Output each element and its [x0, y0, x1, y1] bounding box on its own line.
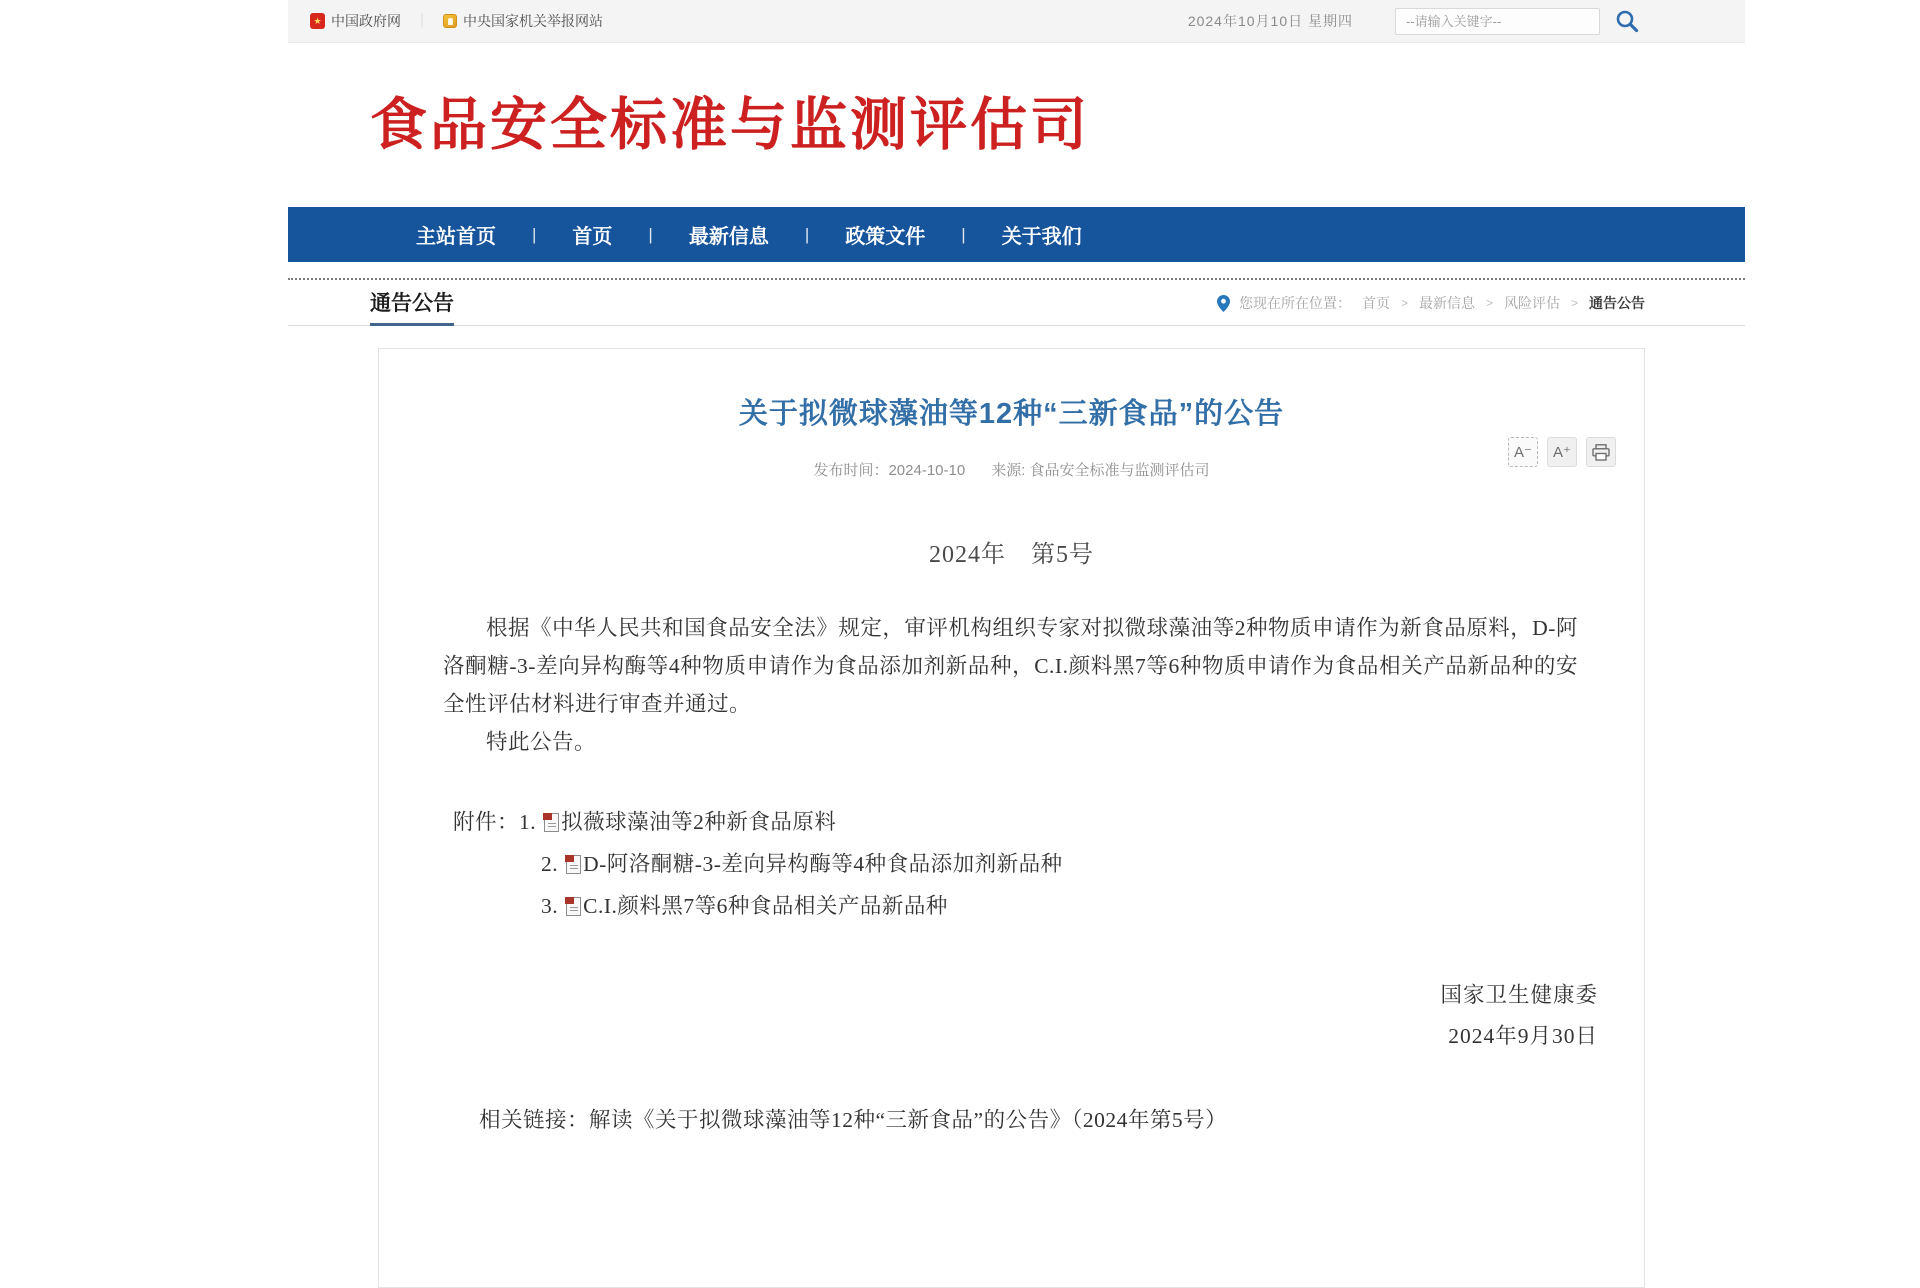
source-value: 食品安全标准与监测评估司	[1029, 462, 1210, 479]
current-date: 2024年10月10日 星期四	[1187, 13, 1353, 29]
signature-date: 2024年9月30日	[1448, 1024, 1598, 1048]
font-smaller-button[interactable]: A⁻	[1508, 437, 1538, 467]
attachment-number: 1.	[519, 810, 537, 834]
attachment-number: 3.	[541, 894, 559, 918]
breadcrumb-separator: >	[1400, 296, 1408, 310]
gov-site-link-label: 中国政府网	[331, 13, 401, 29]
attachment-number: 2.	[541, 852, 559, 876]
article-body	[443, 609, 1578, 761]
breadcrumb-separator: >	[1570, 296, 1578, 310]
attachment-title: 拟薇球藻油等2种新食品原料	[561, 810, 837, 834]
national-emblem-icon	[310, 13, 325, 29]
document-file-icon	[566, 897, 581, 916]
source-label: 来源:	[991, 462, 1026, 479]
publish-time-label: 发布时间：	[813, 462, 889, 479]
article-meta	[379, 459, 1644, 480]
site-container	[288, 0, 1745, 1288]
location-label: 您现在所在位置：	[1238, 295, 1351, 311]
breadcrumb-item-risk-assessment[interactable]: 风险评估	[1503, 295, 1560, 311]
search-button[interactable]	[1614, 8, 1640, 34]
related-links-label: 相关链接：	[479, 1108, 590, 1132]
attachments	[453, 801, 1578, 927]
nav-item-about-us[interactable]: 关于我们	[1001, 226, 1082, 248]
nav-item-latest-info[interactable]: 最新信息	[688, 226, 769, 248]
site-title: 食品安全标准与监测评估司	[370, 92, 1090, 157]
article-paragraph: 根据《中华人民共和国食品安全法》规定，审评机构组织专家对拟微球藻油等2种物质申请作为新食品原料，D-阿洛酮糖-3-差向异构酶等4种物质申请作为食品添加剂新品种，C.I.颜料黑7等6种物质申请作为食品相关产品新品种的安全性评估材料进行审查并通过。	[443, 616, 1578, 716]
article-paragraph: 特此公告。	[486, 730, 597, 754]
signature-block	[379, 975, 1598, 1057]
top-utility-bar	[288, 0, 1745, 43]
signature-org: 国家卫生健康委	[1440, 983, 1598, 1007]
article-panel	[378, 348, 1645, 1288]
nav-separator: |	[648, 224, 653, 244]
report-site-link-label: 中央国家机关举报网站	[463, 13, 603, 29]
search-area	[1395, 8, 1640, 35]
nav-item-main-home[interactable]: 主站首页	[416, 226, 496, 248]
printer-icon	[1592, 444, 1610, 461]
breadcrumb-separator: >	[1485, 296, 1493, 310]
publish-time-value: 2024-10-10	[888, 462, 966, 479]
print-button[interactable]	[1586, 437, 1616, 467]
attachment-link-2[interactable]	[566, 843, 1063, 885]
article-title: 关于拟微球藻油等12种“三新食品”的公告	[738, 398, 1285, 430]
report-icon	[443, 14, 457, 28]
section-title: 通告公告	[370, 287, 454, 325]
report-site-link[interactable]	[443, 11, 603, 31]
related-links	[479, 1103, 1578, 1134]
magnifier-icon	[1614, 8, 1640, 34]
search-input[interactable]	[1395, 8, 1600, 35]
nav-separator: |	[804, 224, 810, 244]
topbar-separator: ｜	[415, 13, 429, 29]
attachment-row	[541, 885, 1578, 927]
breadcrumb	[1217, 293, 1645, 325]
related-link[interactable]: 解读《关于拟微球藻油等12种“三新食品”的公告》（2024年第5号）	[589, 1108, 1228, 1132]
attachment-link-3[interactable]	[566, 885, 948, 927]
nav-item-home[interactable]: 首页	[572, 226, 613, 248]
breadcrumb-current: 通告公告	[1589, 295, 1645, 311]
nav-item-policy-documents[interactable]: 政策文件	[845, 226, 926, 248]
attachment-row	[453, 801, 1578, 843]
attachment-title: D-阿洛酮糖-3-差向异构酶等4种食品添加剂新品种	[583, 852, 1063, 876]
attachment-row	[541, 843, 1578, 885]
document-file-icon	[544, 813, 559, 832]
document-number: 2024年 第5号	[929, 542, 1094, 568]
attachment-title: C.I.颜料黑7等6种食品相关产品新品种	[583, 894, 948, 918]
nav-separator: |	[961, 224, 966, 244]
article-tools	[1508, 437, 1616, 467]
masthead	[288, 43, 1745, 207]
attachment-link-1[interactable]	[544, 801, 836, 843]
font-larger-button[interactable]: A⁺	[1547, 437, 1577, 467]
breadcrumb-item-latest-info[interactable]: 最新信息	[1418, 295, 1475, 311]
document-file-icon	[566, 855, 581, 874]
gov-site-link[interactable]	[310, 11, 401, 31]
nav-separator: |	[532, 224, 537, 244]
attachments-label: 附件：	[453, 810, 520, 834]
breadcrumb-row	[288, 280, 1745, 326]
main-nav	[288, 207, 1745, 262]
breadcrumb-item-home[interactable]: 首页	[1361, 295, 1390, 311]
location-pin-icon	[1217, 295, 1230, 312]
